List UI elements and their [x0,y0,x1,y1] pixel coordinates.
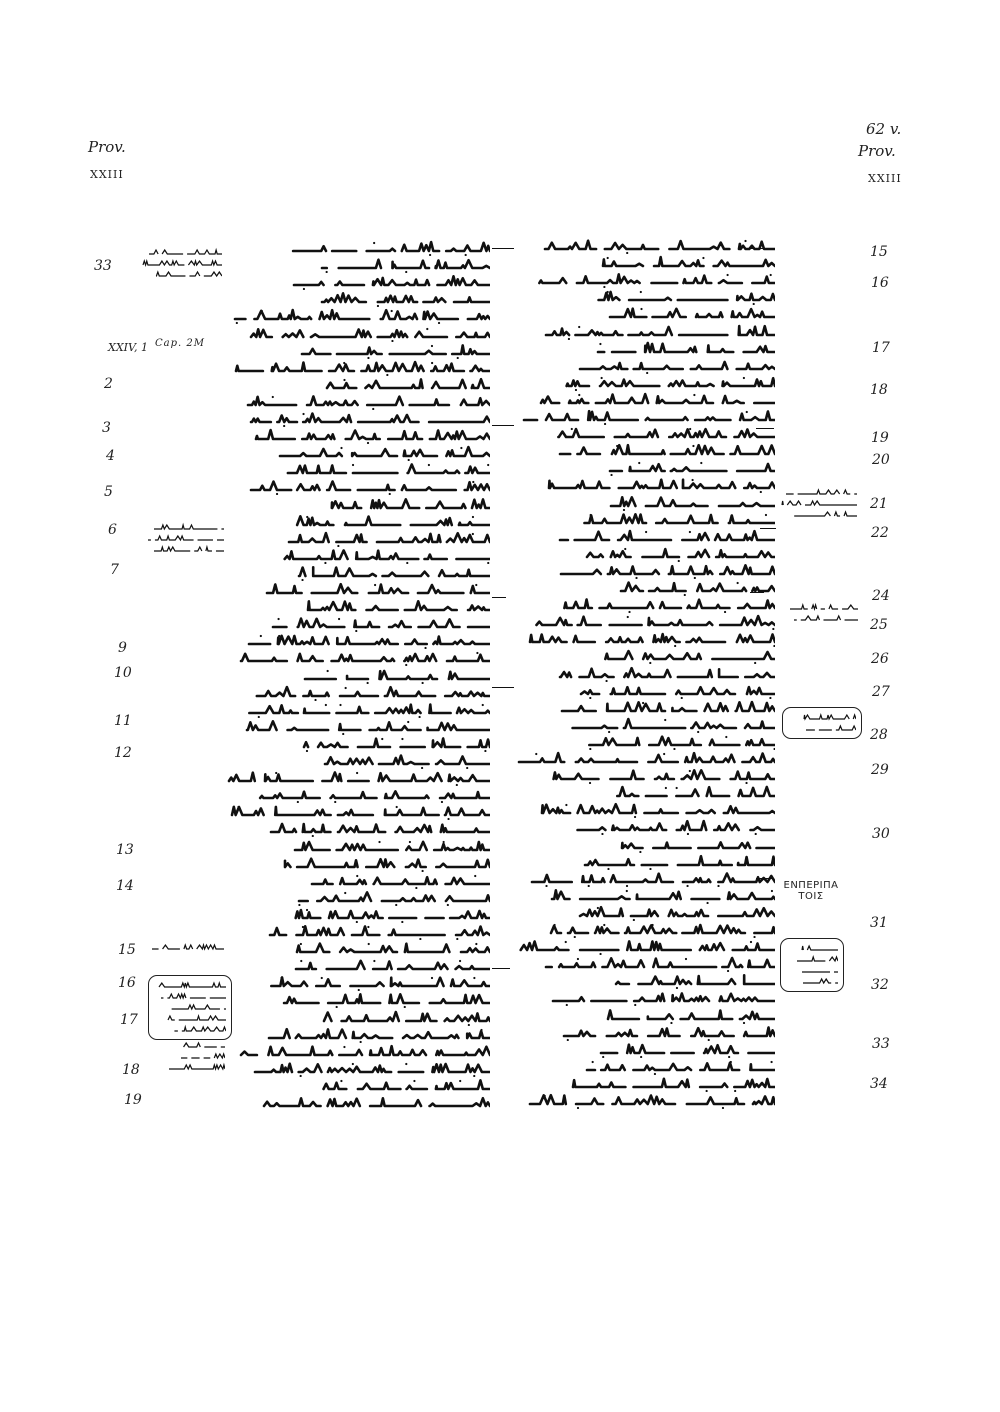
text-line [569,1076,775,1092]
syriac-script-line [576,358,775,374]
text-line [293,941,490,957]
syriac-script-line [569,1076,775,1092]
text-line [290,907,490,923]
syriac-script-line [321,753,490,769]
text-line [252,428,490,444]
text-line [298,343,490,359]
verse-number: 33 [872,1036,890,1052]
gloss-line [147,247,222,257]
text-line [515,939,775,955]
syriac-script-line [560,717,775,733]
text-line [570,819,775,835]
syriac-script-line [247,411,490,427]
gloss-line [152,544,224,554]
text-line [603,785,775,801]
text-line [541,238,775,254]
syriac-script-line [556,529,775,545]
text-line [237,1044,490,1060]
syriac-script-line [252,428,490,444]
verse-number: 13 [116,842,134,858]
text-line [606,460,775,476]
right-chapter-header: XXIII [868,172,902,185]
text-line [544,768,775,784]
gloss-line [159,991,226,1001]
syriac-script-line [301,668,490,684]
syriac-script-line [312,1078,490,1094]
right-syriac-column [515,238,775,1108]
text-line [260,1095,490,1111]
syriac-script-line [577,683,775,699]
text-line [256,787,490,803]
syriac-script-line [320,1010,490,1026]
syriac-script-line [285,531,490,547]
syriac-script-line [237,650,490,666]
text-line [318,257,490,273]
verse-number: 3 [102,420,111,436]
text-line [228,804,490,820]
text-line [323,377,490,393]
margin-gloss [165,1040,225,1073]
syriac-script-line [585,734,775,750]
verse-number: 33 [94,258,112,274]
gloss-line [157,980,226,990]
syriac-script-line [239,702,490,718]
syriac-script-line [543,426,775,442]
gloss-line [801,976,838,986]
text-line [560,717,775,733]
text-line [267,821,490,837]
syriac-script-line [247,326,490,342]
text-line [542,324,775,340]
margin-gloss [775,487,857,520]
syriac-script-line [519,1093,775,1109]
syriac-script-line [541,238,775,254]
boxed-margin-gloss [780,938,844,992]
syriac-script-line [267,975,490,991]
gloss-line [788,602,858,612]
syriac-script-line [318,291,490,307]
text-line [576,905,775,921]
verse-number: 25 [870,617,888,633]
syriac-script-line [276,445,490,461]
text-line [239,702,490,718]
syriac-script-line [520,409,775,425]
verse-number: 27 [872,684,890,700]
verse-number: 22 [871,525,889,541]
verse-number: 21 [870,496,888,512]
verse-number: 5 [104,484,113,500]
gloss-line [167,1002,226,1012]
syriac-script-line [281,856,490,872]
syriac-script-line [597,1042,775,1058]
text-line [560,1025,775,1041]
verse-number: 4 [106,448,115,464]
text-line [599,255,775,271]
verse-number: 24 [872,588,890,604]
syriac-script-line [555,597,775,613]
text-line [322,497,490,513]
syriac-script-line [269,616,490,632]
text-line [617,580,775,596]
verse-number: 19 [871,430,889,446]
text-line [232,360,490,376]
gloss-line [792,509,857,519]
syriac-script-line [323,377,490,393]
text-line [528,614,775,630]
text-line [304,599,490,615]
syriac-script-line [612,973,775,989]
verse-number: 9 [118,640,127,656]
margin-gloss [140,247,222,280]
syriac-script-line [556,666,775,682]
text-line [618,837,775,853]
syriac-script-line [542,324,775,340]
text-line [538,802,775,818]
margin-gloss [140,942,224,953]
text-line [557,563,775,579]
right-book-header: Prov. [858,142,896,160]
verse-number: 19 [124,1092,142,1108]
text-line [606,306,775,322]
boxed-margin-gloss [148,975,232,1040]
syriac-script-line [537,392,775,408]
syriac-script-line [603,785,775,801]
verse-number: 20 [872,452,890,468]
gloss-line [166,1013,226,1023]
verse-number: 10 [114,665,132,681]
syriac-script-line [555,375,775,391]
text-line [543,426,775,442]
syriac-script-line [528,871,775,887]
verse-number: 31 [870,915,888,931]
syriac-script-line [247,479,490,495]
greek-text: ΕΝΠΕΡΙΠΑ ΤΟΙΣ [783,880,839,902]
syriac-script-line [295,565,490,581]
verse-number: 17 [872,340,890,356]
syriac-script-line [594,341,775,357]
verse-number: 32 [871,977,889,993]
gloss-line [179,1040,225,1050]
syriac-script-line [295,890,490,906]
text-line [300,736,490,752]
text-line [537,392,775,408]
text-line [321,753,490,769]
margin-dash-mark [492,425,514,426]
syriac-script-line [528,272,775,288]
text-line [244,394,490,410]
verse-number: 16 [871,275,889,291]
text-line [612,973,775,989]
syriac-script-line [606,306,775,322]
text-line [274,548,490,564]
text-line [597,1042,775,1058]
gloss-line [800,965,838,975]
text-line [320,1010,490,1026]
syriac-script-line [275,992,490,1008]
text-line [290,514,490,530]
syriac-script-line [291,839,490,855]
syriac-script-line [266,924,490,940]
gloss-line [152,522,224,532]
text-line [247,326,490,342]
margin-dash-mark [492,597,506,598]
text-line [290,274,490,290]
verse-number: 34 [870,1076,888,1092]
text-line [231,308,490,324]
text-line [308,873,490,889]
text-line [241,685,490,701]
syriac-script-line [263,582,490,598]
margin-gloss [776,602,858,624]
text-line [583,546,775,562]
syriac-script-line [556,443,775,459]
gloss-line [179,1051,225,1061]
verse-number: 30 [872,826,890,842]
text-line [580,512,775,528]
margin-dash-mark [750,592,764,593]
gloss-line [792,613,858,623]
text-line [599,648,775,664]
margin-dash-mark [756,428,774,429]
syriac-script-line [560,1025,775,1041]
text-line [594,341,775,357]
syriac-script-line [241,685,490,701]
verse-number: 11 [114,713,132,729]
verse-number: 26 [871,651,889,667]
left-syriac-column [225,240,490,1110]
text-line [318,291,490,307]
verse-number: 28 [870,727,888,743]
verse-number: XXIV, 1 [108,341,149,354]
text-line [291,839,490,855]
text-line [265,1027,490,1043]
text-line [520,409,775,425]
margin-dash-mark [756,878,772,879]
syriac-script-line [322,497,490,513]
gloss-line [146,533,224,543]
text-line [251,1061,490,1077]
text-line [247,479,490,495]
syriac-script-line [547,922,775,938]
syriac-script-line [308,873,490,889]
text-line [247,411,490,427]
text-line [295,565,490,581]
syriac-script-line [243,719,490,735]
syriac-script-line [274,548,490,564]
verse-number: 15 [870,244,888,260]
syriac-script-line [300,736,490,752]
text-line [555,375,775,391]
syriac-script-line [549,990,775,1006]
syriac-script-line [526,631,775,647]
text-line [274,462,490,478]
margin-latin-note: Cap. 2M [155,338,205,349]
syriac-script-line [304,599,490,615]
syriac-script-line [528,614,775,630]
syriac-script-line [583,289,775,305]
verse-number: 6 [108,522,117,538]
text-line [548,888,775,904]
verse-number: 15 [118,942,136,958]
verse-number: 18 [122,1062,140,1078]
syriac-script-line [580,512,775,528]
text-line [556,529,775,545]
syriac-script-line [265,1027,490,1043]
verse-number: 7 [110,562,119,578]
text-line [526,631,775,647]
text-line [519,1093,775,1109]
text-line [547,922,775,938]
syriac-script-line [558,700,775,716]
verse-number: 17 [120,1012,138,1028]
gloss-line [780,498,857,508]
syriac-script-line [617,580,775,596]
text-line [528,871,775,887]
text-line [312,1078,490,1094]
text-line [607,495,775,511]
syriac-script-line [606,460,775,476]
gloss-line [141,258,222,268]
syriac-script-line [318,257,490,273]
gloss-line [800,943,838,953]
syriac-script-line [225,770,490,786]
text-line [549,990,775,1006]
text-line [301,668,490,684]
text-line [555,597,775,613]
text-line [583,1059,775,1075]
syriac-script-line [583,1059,775,1075]
gloss-line [804,723,856,733]
gloss-line [802,712,856,722]
gloss-line [154,269,222,279]
syriac-script-line [515,939,775,955]
text-line [581,854,775,870]
syriac-script-line [251,1061,490,1077]
syriac-script-line [290,907,490,923]
text-line [542,477,775,493]
text-line [295,890,490,906]
syriac-script-line [231,308,490,324]
text-line [281,856,490,872]
syriac-script-line [256,787,490,803]
syriac-script-line [583,546,775,562]
text-line [237,650,490,666]
text-line [275,992,490,1008]
syriac-script-line [293,941,490,957]
gloss-line [795,954,838,964]
syriac-script-line [290,274,490,290]
text-line [515,751,775,767]
syriac-script-line [290,514,490,530]
boxed-margin-gloss [782,707,862,739]
verse-number: 29 [871,762,889,778]
text-line [542,956,775,972]
syriac-script-line [618,837,775,853]
syriac-script-line [599,255,775,271]
syriac-script-line [237,1044,490,1060]
text-line [276,445,490,461]
verse-number: 16 [118,975,136,991]
syriac-script-line [260,1095,490,1111]
verse-number: 2 [104,376,113,392]
margin-dash-mark [492,968,510,969]
text-line [556,666,775,682]
text-line [577,683,775,699]
text-line [225,770,490,786]
syriac-script-line [244,394,490,410]
verse-number: 18 [870,382,888,398]
left-chapter-header: XXIII [90,168,124,181]
syriac-script-line [599,648,775,664]
syriac-script-line [515,751,775,767]
syriac-script-line [544,768,775,784]
text-line [267,975,490,991]
text-line [528,272,775,288]
left-book-header: Prov. [88,138,126,156]
syriac-script-line [570,819,775,835]
syriac-script-line [538,802,775,818]
gloss-line [150,942,224,952]
syriac-script-line [267,821,490,837]
syriac-script-line [542,956,775,972]
text-line [245,633,490,649]
gloss-line [784,487,857,497]
text-line [585,734,775,750]
text-line [576,358,775,374]
margin-dash-mark [750,248,770,249]
text-line [285,531,490,547]
margin-gloss [140,522,224,555]
syriac-script-line [548,888,775,904]
text-line [583,289,775,305]
margin-greek-note [778,880,844,902]
syriac-script-line [581,854,775,870]
text-line [269,616,490,632]
syriac-script-line [557,563,775,579]
syriac-script-line [232,360,490,376]
text-line [558,700,775,716]
syriac-script-line [228,804,490,820]
margin-dash-mark [492,248,514,249]
verse-number: 14 [116,878,134,894]
text-line [292,958,490,974]
margin-dash-mark [492,687,514,688]
syriac-script-line [245,633,490,649]
gloss-line [169,1024,226,1034]
text-line [243,719,490,735]
syriac-script-line [607,495,775,511]
text-line [266,924,490,940]
right-folio-number: 62 v. [866,120,902,138]
text-line [556,443,775,459]
syriac-script-line [542,477,775,493]
syriac-script-line [576,905,775,921]
text-line [263,582,490,598]
syriac-script-line [298,343,490,359]
verse-number: 12 [114,745,132,761]
syriac-script-line [279,240,490,256]
syriac-script-line [292,958,490,974]
text-line [279,240,490,256]
syriac-script-line [604,1008,775,1024]
gloss-line [167,1062,225,1072]
syriac-script-line [274,462,490,478]
margin-dash-mark [760,528,776,529]
text-line [604,1008,775,1024]
